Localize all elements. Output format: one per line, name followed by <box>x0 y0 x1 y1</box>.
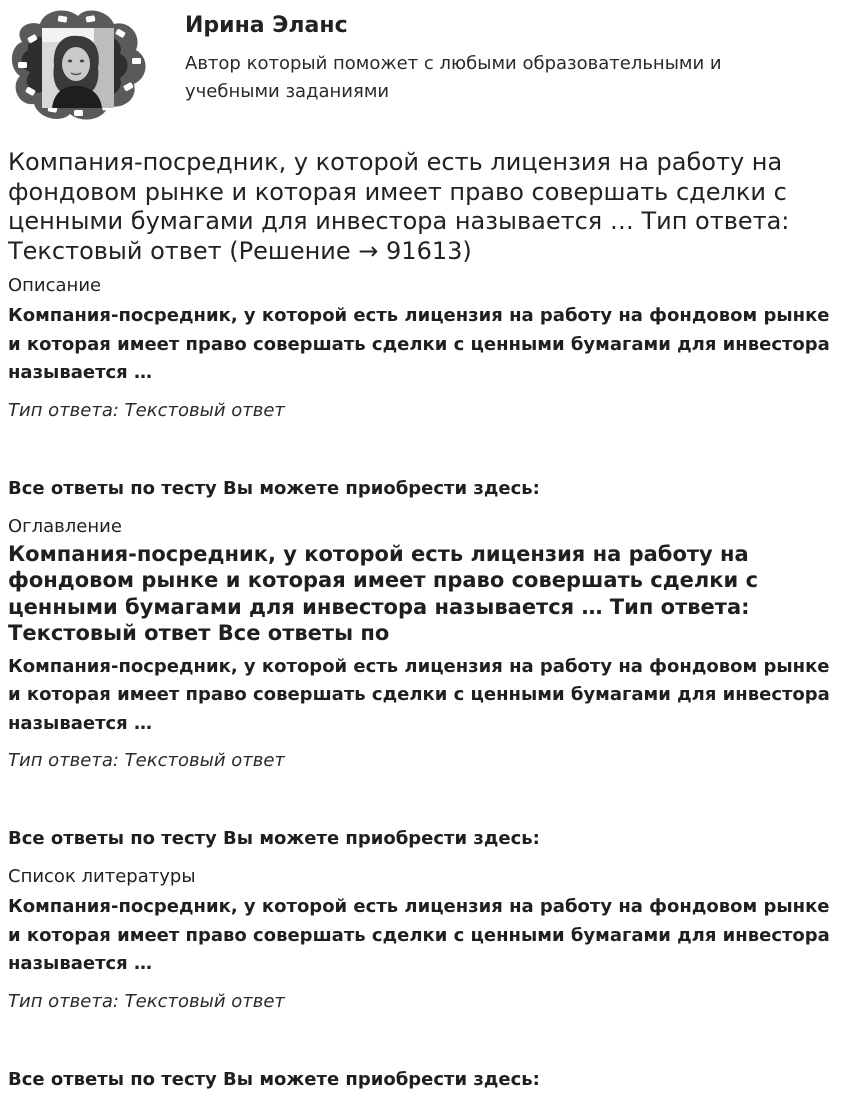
author-avatar[interactable] <box>8 6 150 126</box>
section-label-toc: Оглавление <box>8 515 122 537</box>
avatar-image <box>8 6 150 126</box>
all-answers-note: Все ответы по тесту Вы можете приобрести здесь: <box>8 828 540 849</box>
toc-heading: Компания-посредник, у которой есть лицензия на работу на фондовом рынке и которая имеет право совершать сделки с ценными бумагами для инвестора называется … Тип ответа: Текстовый ответ Все ответы по <box>8 541 759 645</box>
answer-type: Тип ответа: Текстовый ответ <box>8 750 285 771</box>
all-answers-note: Все ответы по тесту Вы можете приобрести здесь: <box>8 1068 540 1090</box>
author-name[interactable]: Ирина Эланс <box>185 13 348 38</box>
author-description: Автор который поможет с любыми образовательными и учебными заданиями <box>185 53 722 102</box>
answer-type: Тип ответа: Текстовый ответ <box>8 399 285 421</box>
all-answers-note: Все ответы по тесту Вы можете приобрести здесь: <box>8 477 540 499</box>
author-card <box>0 0 847 130</box>
answer-type: Тип ответа: Текстовый ответ <box>8 990 285 1012</box>
section-label-description: Описание <box>8 275 102 296</box>
question-text: Компания-посредник, у которой есть лицензия на работу на фондовом рынке и которая имеет право совершать сделки с ценными бумагами для инвестора называется … <box>8 305 830 383</box>
section-label-references: Список литературы <box>8 866 196 887</box>
question-text: Компания-посредник, у которой есть лицензия на работу на фондовом рынке и которая имеет право совершать сделки с ценными бумагами для инвестора называется … <box>8 655 830 734</box>
question-text: Компания-посредник, у которой есть лицензия на работу на фондовом рынке и которая имеет право совершать сделки с ценными бумагами для инвестора называется … <box>8 896 830 974</box>
main-content <box>8 148 838 1091</box>
page-title: Компания-посредник, у которой есть лицензия на работу на фондовом рынке и которая имеет право совершать сделки с ценными бумагами для инвестора называется … Тип ответа: Текстовый ответ (Решение → 91613) <box>8 148 790 265</box>
